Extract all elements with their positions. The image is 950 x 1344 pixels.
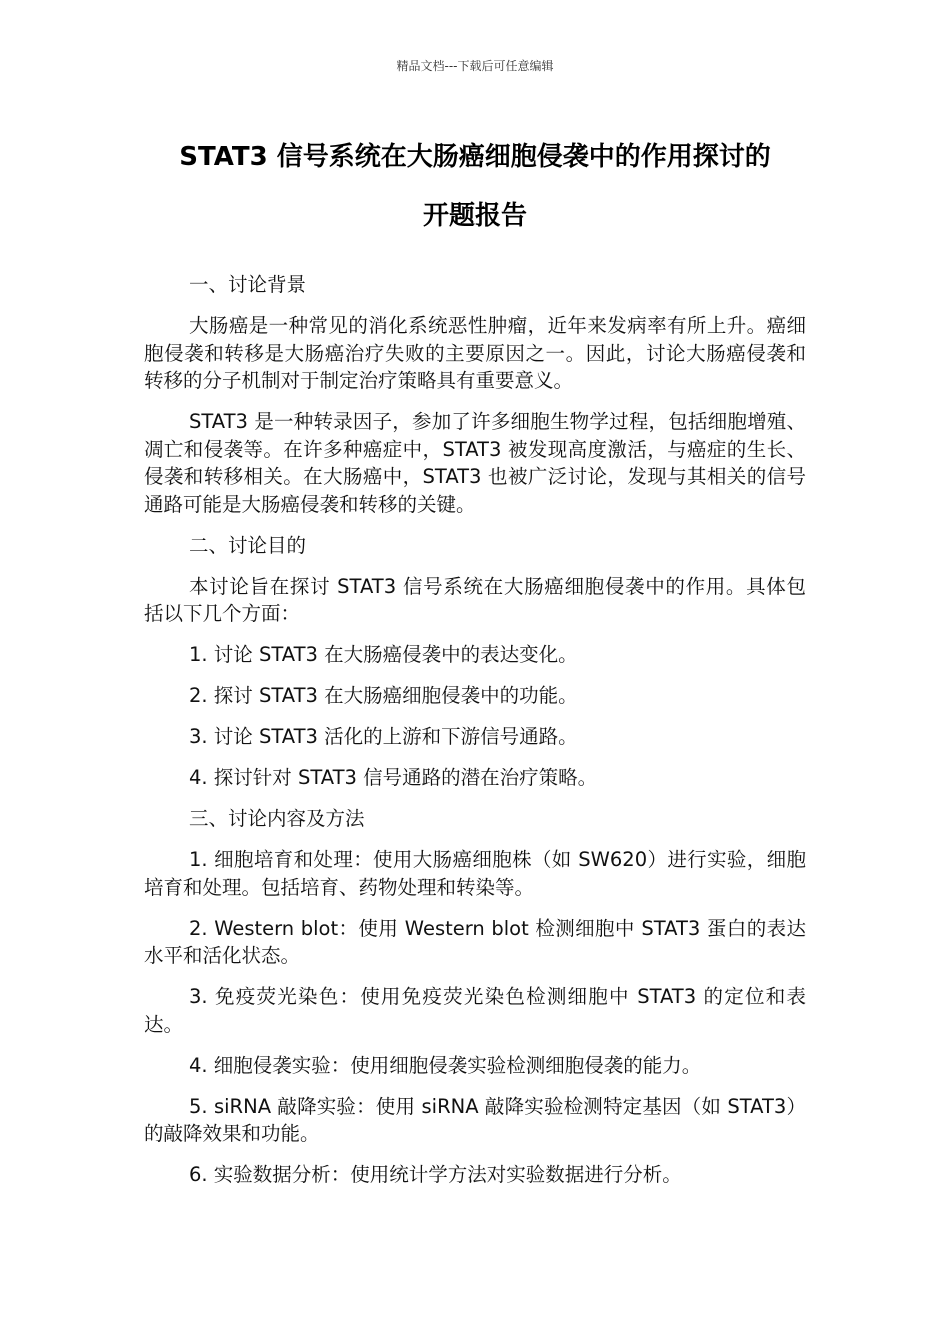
- paragraph-background-1: 大肠癌是一种常见的消化系统恶性肿瘤，近年来发病率有所上升。癌细胞侵袭和转移是大肠癌治疗失败的主要原因之一。因此，讨论大肠癌侵袭和转移的分子机制对于制定治疗策略具有重要意义。: [144, 314, 806, 392]
- section-heading-background: 一、讨论背景: [189, 273, 307, 296]
- section-heading-purpose: 二、讨论目的: [189, 533, 307, 557]
- method-item-6: 6. 实验数据分析：使用统计学方法对实验数据进行分析。: [189, 1163, 682, 1186]
- document-title-line-2: 开题报告: [422, 201, 527, 231]
- method-item-1: 1. 细胞培育和处理：使用大肠癌细胞株（如 SW620）进行实验，细胞培育和处理。包括培育、药物处理和转染等。: [144, 848, 806, 899]
- section-heading-methods: 三、讨论内容及方法: [189, 807, 365, 830]
- method-item-5: 5. siRNA 敲降实验：使用 siRNA 敲降实验检测特定基因（如 STAT3）的敲降效果和功能。: [144, 1094, 806, 1145]
- purpose-item-3: 3. 讨论 STAT3 活化的上游和下游信号通路。: [189, 725, 578, 748]
- method-item-2: 2. Western blot：使用 Western blot 检测细胞中 STAT3 蛋白的表达水平和活化状态。: [144, 916, 806, 967]
- purpose-item-4: 4. 探讨针对 STAT3 信号通路的潜在治疗策略。: [189, 766, 598, 789]
- document-body: [144, 271, 806, 1202]
- paragraph-purpose-intro: 本讨论旨在探讨 STAT3 信号系统在大肠癌细胞侵袭中的作用。具体包括以下几个方面：: [144, 574, 806, 625]
- purpose-item-1: 1. 讨论 STAT3 在大肠癌侵袭中的表达变化。: [189, 643, 578, 666]
- header-note: 精品文档---下载后可任意编辑: [396, 59, 554, 73]
- method-item-4: 4. 细胞侵袭实验：使用细胞侵袭实验检测细胞侵袭的能力。: [189, 1053, 702, 1077]
- paragraph-background-2: STAT3 是一种转录因子，参加了许多细胞生物学过程，包括细胞增殖、凋亡和侵袭等。在许多种癌症中，STAT3 被发现高度激活，与癌症的生长、侵袭和转移相关。在大肠癌中，STAT3 也被广泛讨论，发现与其相关的信号通路可能是大肠癌侵袭和转移的关键。: [144, 410, 806, 516]
- method-item-3: 3. 免疫荧光染色：使用免疫荧光染色检测细胞中 STAT3 的定位和表达。: [144, 985, 806, 1036]
- document-title-line-1: STAT3 信号系统在大肠癌细胞侵袭中的作用探讨的: [179, 142, 771, 172]
- purpose-item-2: 2. 探讨 STAT3 在大肠癌细胞侵袭中的功能。: [189, 684, 578, 707]
